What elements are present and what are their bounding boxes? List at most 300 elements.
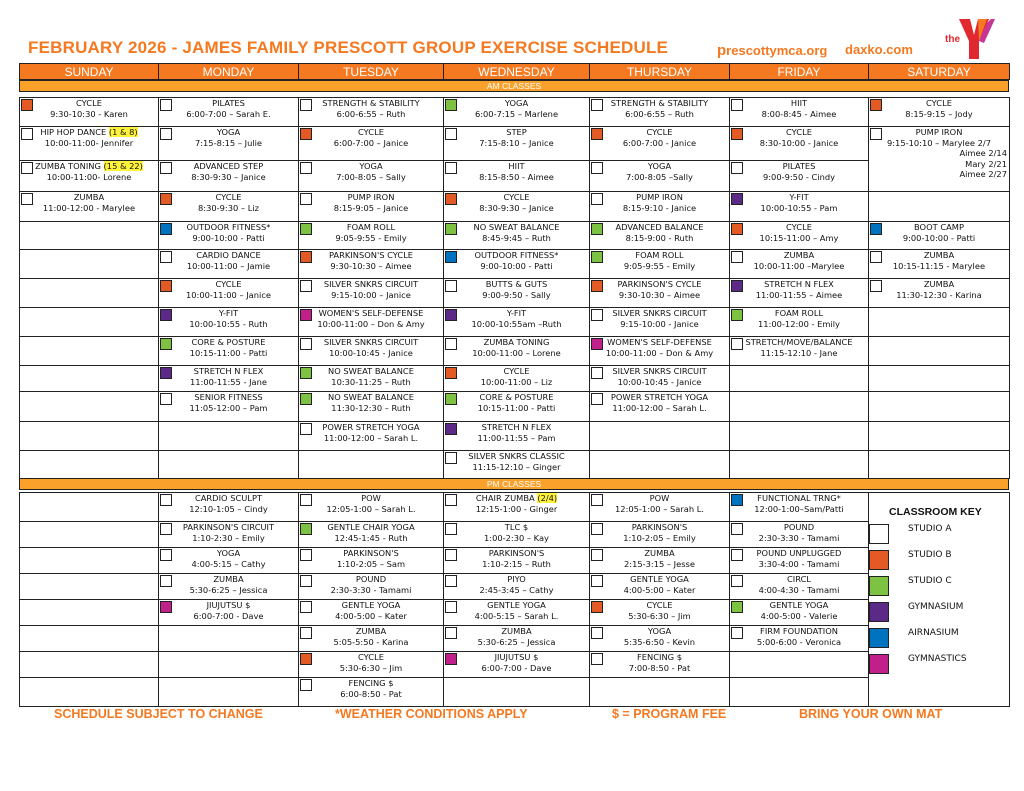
key-row-gymnastics [868, 651, 1009, 677]
class-info [301, 222, 441, 243]
class-name: STRETCH N FLEX [193, 366, 264, 376]
class-name: YOGA [216, 127, 241, 137]
class-cell-fri[interactable] [729, 599, 869, 626]
class-cell-thu[interactable] [589, 336, 730, 366]
class-name: GENTLE YOGA [341, 600, 401, 610]
class-cell-mon [158, 677, 299, 707]
class-cell-sun [19, 249, 159, 279]
class-extra-instructor: Mary 2/21 [965, 158, 1007, 169]
class-cell-thu[interactable] [589, 599, 730, 626]
class-cell-fri[interactable] [729, 191, 869, 222]
class-cell-wed[interactable] [443, 249, 590, 279]
class-info [161, 161, 296, 182]
class-cell-fri[interactable] [729, 521, 869, 548]
class-name: PILATES [212, 98, 245, 108]
class-time: 2:45-3:45 – Cathy [479, 584, 554, 595]
class-name: POW [361, 493, 381, 503]
class-cell-mon [158, 651, 299, 678]
class-cell-thu[interactable] [589, 521, 730, 548]
class-cell-tue[interactable] [298, 677, 444, 707]
class-time: 11:05-12:00 – Pam [189, 402, 268, 413]
key-color-square [869, 654, 889, 674]
class-cell-tue[interactable] [298, 573, 444, 600]
class-info [161, 308, 296, 329]
class-cell-sun [19, 492, 159, 522]
class-cell-wed [443, 677, 590, 707]
class-info [446, 548, 587, 569]
class-cell-sat [868, 391, 1010, 422]
class-name: NO SWEAT BALANCE [328, 392, 414, 402]
class-time: 10:00-11:00 –Marylee [753, 260, 845, 271]
class-name: BUTTS & GUTS [485, 279, 548, 289]
day-header-tuesday: TUESDAY [298, 63, 444, 80]
class-name: Y-FIT [506, 308, 527, 318]
class-time: 3:30-4:00 - Tamami [758, 558, 840, 569]
class-info [732, 548, 866, 569]
footer-schedule-change: SCHEDULE SUBJECT TO CHANGE [54, 707, 263, 721]
class-cell-thu[interactable] [589, 365, 730, 392]
class-info [732, 250, 866, 271]
class-cell-tue[interactable] [298, 547, 444, 574]
class-time: 10:00-10:45 - Janice [617, 376, 702, 387]
class-name: PARKINSON'S [488, 548, 545, 558]
class-cell-sat[interactable] [868, 221, 1010, 250]
class-cell-mon[interactable] [158, 97, 299, 127]
class-info [22, 161, 156, 182]
class-info [301, 493, 441, 514]
class-info [161, 127, 296, 148]
class-cell-sun[interactable] [19, 126, 159, 161]
class-info [592, 161, 727, 182]
class-time: 8:45-9:45 – Ruth [482, 232, 551, 243]
class-name: PUMP IRON [915, 127, 963, 137]
class-cell-wed[interactable] [443, 547, 590, 574]
class-cell-sun [19, 651, 159, 678]
class-time: 8:30-10:00 - Janice [759, 137, 839, 148]
class-name: SILVER SNKRS CIRCUIT [612, 308, 707, 318]
class-cell-tue[interactable] [298, 160, 444, 192]
class-cell-sun [19, 677, 159, 707]
class-name: CYCLE [215, 279, 242, 289]
class-time: 9:00-9:50 - Sally [482, 289, 551, 300]
class-time: 12:05-1:00 – Sarah L. [326, 503, 416, 514]
class-name: YOGA [216, 548, 241, 558]
class-name: CYCLE [926, 98, 952, 108]
class-cell-tue[interactable] [298, 278, 444, 308]
daxko-url[interactable]: daxko.com [845, 42, 913, 57]
class-cell-fri[interactable] [729, 97, 869, 127]
class-cell-tue[interactable] [298, 307, 444, 337]
class-info [161, 392, 296, 413]
class-name: CYCLE [646, 600, 673, 610]
key-color-square [869, 602, 889, 622]
class-cell-fri [729, 391, 869, 422]
class-name: ADVANCED BALANCE [615, 222, 704, 232]
class-name: TLC $ [504, 522, 529, 532]
class-time: 11:30-12:30 – Ruth [331, 402, 411, 413]
class-name: ZUMBA [213, 574, 244, 584]
class-name: STRETCH N FLEX [764, 279, 834, 289]
class-cell-wed[interactable] [443, 521, 590, 548]
class-time: 11:15-12:10 – Ginger [472, 461, 561, 472]
class-info [871, 222, 1007, 243]
class-name: FUNCTIONAL TRNG* [757, 493, 841, 503]
class-cell-fri[interactable] [729, 126, 869, 161]
class-cell-mon[interactable] [158, 191, 299, 222]
class-time: 10:15-11:15 - Marylee [892, 260, 986, 271]
class-time: 2:30-3:30 - Tamami [758, 532, 840, 543]
class-cell-mon[interactable] [158, 521, 299, 548]
class-cell-fri[interactable] [729, 492, 869, 522]
class-cell-mon [158, 450, 299, 479]
class-cell-mon[interactable] [158, 391, 299, 422]
class-info [732, 192, 866, 213]
class-cell-mon[interactable] [158, 365, 299, 392]
class-info [592, 522, 727, 543]
class-time: 10:00-11:00 – Don & Amy [605, 347, 714, 358]
class-cell-tue[interactable] [298, 421, 444, 451]
class-info [871, 98, 1007, 119]
class-time: 8:15-9:00 - Ruth [625, 232, 694, 243]
class-cell-tue[interactable] [298, 97, 444, 127]
class-time: 11:00-12:00 - Marylee [42, 202, 136, 213]
class-cell-wed[interactable] [443, 97, 590, 127]
class-time: 10:00-11:00- Jennifer [44, 137, 134, 148]
class-time: 5:35-6:50 - Kevin [623, 636, 696, 647]
class-cell-sun [19, 221, 159, 250]
class-cell-thu[interactable] [589, 391, 730, 422]
key-row-gymnasium [868, 599, 1009, 625]
class-name: CYCLE [786, 127, 812, 137]
class-name: PIYO [507, 574, 526, 584]
class-name: ZUMBA [644, 548, 675, 558]
class-info [161, 493, 296, 514]
class-cell-sun [19, 278, 159, 308]
class-name: SILVER SNKRS CIRCUIT [323, 337, 419, 347]
class-cell-tue[interactable] [298, 221, 444, 250]
class-name: POWER STRETCH YOGA [322, 422, 420, 432]
class-cell-sat [868, 307, 1010, 337]
class-time: 4:00-5:15 – Cathy [191, 558, 266, 569]
class-info [161, 548, 296, 569]
class-cell-fri[interactable] [729, 573, 869, 600]
class-time: 4:00-4:30 - Tamami [758, 584, 840, 595]
class-info [732, 308, 866, 329]
class-cell-thu[interactable] [589, 126, 730, 161]
class-cell-wed[interactable] [443, 126, 590, 161]
class-info [301, 192, 441, 213]
class-time: 11:15-12:10 - Jane [760, 347, 838, 358]
class-time: 9:30-10:30 - Karen [50, 108, 128, 119]
class-info [446, 279, 587, 300]
class-time: 9:00-9:50 - Cindy [762, 171, 836, 182]
class-cell-tue[interactable] [298, 249, 444, 279]
class-cell-wed[interactable] [443, 625, 590, 652]
class-cell-wed[interactable] [443, 307, 590, 337]
class-info [161, 250, 296, 271]
class-cell-tue[interactable] [298, 651, 444, 678]
class-time: 8:00-8:45 - Aimee [761, 108, 837, 119]
class-name: CYCLE [646, 127, 673, 137]
class-time: 1:10-2:15 – Ruth [482, 558, 551, 569]
class-cell-wed[interactable] [443, 391, 590, 422]
class-name: ZUMBA [355, 626, 387, 636]
class-name: CYCLE [786, 222, 812, 232]
class-cell-sat [868, 191, 1010, 222]
class-time: 10:00-11:00 – Liz [480, 376, 553, 387]
class-time: 8:30-9:30 – Liz [198, 202, 259, 213]
class-cell-thu[interactable] [589, 492, 730, 522]
class-extra-instructor: Aimee 2/27 [959, 169, 1007, 179]
class-cell-fri[interactable] [729, 336, 869, 366]
class-time: 8:15-9:05 – Janice [333, 202, 409, 213]
class-info [301, 279, 441, 300]
class-cell-sun[interactable] [19, 191, 159, 222]
class-cell-thu[interactable] [589, 307, 730, 337]
class-time: 9:15-10:10 – Marylee 2/7 [886, 137, 992, 148]
class-name: ZUMBA [783, 250, 815, 260]
class-info [592, 308, 727, 329]
class-time: 9:05-9:55 - Emily [335, 232, 407, 243]
class-time: 8:30-9:30 – Janice [479, 202, 554, 213]
class-info [161, 279, 296, 300]
class-time: 10:15-11:00 - Patti [189, 347, 268, 358]
class-info [592, 222, 727, 243]
class-cell-sun[interactable] [19, 160, 159, 192]
class-cell-wed[interactable] [443, 221, 590, 250]
class-time: 9:15-10:00 - Janice [620, 318, 699, 329]
class-name: POW [649, 493, 670, 503]
class-time: 6:00-7:00 - Dave [193, 610, 264, 621]
class-cell-fri [729, 651, 869, 678]
class-info [871, 250, 1007, 271]
key-row-studio-b [868, 547, 1009, 573]
class-time: 9:05-9:55 - Emily [623, 260, 696, 271]
class-info [446, 192, 587, 213]
class-cell-wed[interactable] [443, 651, 590, 678]
class-cell-mon[interactable] [158, 160, 299, 192]
class-cell-fri[interactable] [729, 278, 869, 308]
class-cell-sat[interactable] [868, 249, 1010, 279]
class-info [301, 161, 441, 182]
class-time: 6:00-7:15 – Marlene [474, 108, 559, 119]
class-cell-mon[interactable] [158, 221, 299, 250]
class-cell-tue[interactable] [298, 391, 444, 422]
class-info [301, 574, 441, 595]
key-label: AIRNASIUM [908, 628, 959, 638]
class-name: ZUMBA [73, 192, 105, 202]
class-info [446, 574, 587, 595]
class-name: FOAM ROLL [635, 250, 684, 260]
class-cell-fri [729, 365, 869, 392]
class-info [446, 626, 587, 647]
class-time: 10:00-10:55am –Ruth [471, 318, 562, 329]
class-info [301, 600, 441, 621]
class-name: CARDIO DANCE [196, 250, 261, 260]
class-cell-wed[interactable] [443, 492, 590, 522]
class-time: 7:00-8:50 - Pat [628, 662, 691, 673]
class-cell-wed[interactable] [443, 191, 590, 222]
class-cell-fri[interactable] [729, 307, 869, 337]
class-cell-fri[interactable] [729, 625, 869, 652]
class-time: 6:00-7:00 - Dave [481, 662, 552, 673]
class-info [592, 392, 727, 413]
class-cell-tue[interactable] [298, 625, 444, 652]
class-name: PARKINSON'S [631, 522, 688, 532]
class-time: 12:45-1:45 - Ruth [334, 532, 408, 543]
class-time: 1:00-2:30 – Kay [484, 532, 549, 543]
class-cell-tue[interactable] [298, 191, 444, 222]
class-cell-tue[interactable] [298, 521, 444, 548]
class-cell-wed[interactable] [443, 450, 590, 479]
class-name: STRETCH N FLEX [481, 422, 552, 432]
class-cell-mon[interactable] [158, 547, 299, 574]
class-name: CORE & POSTURE [191, 337, 266, 347]
class-cell-wed[interactable] [443, 336, 590, 366]
class-cell-wed[interactable] [443, 573, 590, 600]
class-name: FIRM FOUNDATION [760, 626, 838, 636]
class-info [22, 127, 156, 148]
class-name: HIIT [790, 98, 808, 108]
class-time: 1:10-2:05 – Sam [336, 558, 406, 569]
class-cell-sun [19, 573, 159, 600]
class-name: STRENGTH & STABILITY [322, 98, 420, 108]
class-time: 12:15-1:00 - Ginger [475, 503, 558, 514]
class-cell-sun[interactable] [19, 97, 159, 127]
class-cell-wed[interactable] [443, 278, 590, 308]
class-time: 12:05-1:00 – Sarah L. [615, 503, 704, 514]
class-info [732, 222, 866, 243]
class-cell-wed[interactable] [443, 160, 590, 192]
class-info [446, 451, 587, 472]
class-cell-mon[interactable] [158, 307, 299, 337]
class-cell-thu[interactable] [589, 97, 730, 127]
class-name [22, 161, 156, 172]
class-name: YOGA [647, 161, 672, 171]
class-cell-fri [729, 421, 869, 451]
key-label: STUDIO A [908, 524, 952, 534]
class-cell-mon[interactable] [158, 126, 299, 161]
class-cell-thu[interactable] [589, 625, 730, 652]
class-info [446, 161, 587, 182]
class-cell-wed[interactable] [443, 365, 590, 392]
class-cell-mon[interactable] [158, 336, 299, 366]
key-row-studio-c [868, 573, 1009, 599]
class-name-part: ZUMBA TONING [35, 161, 104, 171]
class-cell-thu[interactable] [589, 573, 730, 600]
class-cell-wed[interactable] [443, 599, 590, 626]
class-time: 12:00-1:00–Sam/Patti [754, 503, 844, 514]
class-name: PUMP IRON [347, 192, 395, 202]
class-info [732, 161, 866, 182]
class-cell-thu [589, 450, 730, 479]
day-header-friday: FRIDAY [729, 63, 869, 80]
class-cell-wed[interactable] [443, 421, 590, 451]
class-info [301, 337, 441, 358]
class-info [732, 98, 866, 119]
class-cell-mon[interactable] [158, 278, 299, 308]
class-cell-thu[interactable] [589, 249, 730, 279]
key-label: STUDIO B [908, 550, 952, 560]
class-info [446, 600, 587, 621]
class-cell-tue[interactable] [298, 336, 444, 366]
class-cell-thu[interactable] [589, 191, 730, 222]
class-info [161, 98, 296, 119]
logo-the-text: the [945, 34, 960, 45]
class-time: 6:00-6:55 – Ruth [625, 108, 694, 119]
class-cell-sat[interactable] [868, 278, 1010, 308]
class-name [446, 493, 587, 504]
class-name: PARKINSON'S CYCLE [328, 250, 414, 260]
footer-program-fee: $ = PROGRAM FEE [612, 707, 727, 721]
class-info [301, 250, 441, 271]
class-name: CIRCL [786, 574, 811, 584]
class-info [446, 493, 587, 514]
class-cell-tue[interactable] [298, 599, 444, 626]
class-cell-thu[interactable] [589, 547, 730, 574]
class-cell-tue[interactable] [298, 492, 444, 522]
class-cell-mon[interactable] [158, 573, 299, 600]
class-name: PARKINSON'S [343, 548, 399, 558]
key-color-square [869, 524, 889, 544]
class-cell-fri[interactable] [729, 160, 869, 192]
class-cell-fri[interactable] [729, 221, 869, 250]
class-name: GENTLE YOGA [769, 600, 829, 610]
class-time: 2:30-3:30 - Tamami [330, 584, 412, 595]
class-time: 5:30-6:30 – Jim [339, 662, 403, 673]
class-info [161, 522, 296, 543]
class-info [161, 600, 296, 621]
class-cell-fri[interactable] [729, 249, 869, 279]
key-row-airnasium [868, 625, 1009, 651]
class-cell-thu[interactable] [589, 278, 730, 308]
class-time: 8:15-9:10 - Janice [622, 202, 697, 213]
class-name: STRETCH/MOVE/BALANCE [745, 337, 853, 347]
class-cell-mon[interactable] [158, 249, 299, 279]
class-cell-sun [19, 450, 159, 479]
class-time: 7:00-8:05 – Sally [336, 171, 406, 182]
class-cell-sat[interactable] [868, 126, 1010, 192]
class-info [732, 600, 866, 621]
class-cell-thu[interactable] [589, 651, 730, 678]
class-cell-sat[interactable] [868, 97, 1010, 127]
class-cell-sun [19, 336, 159, 366]
ymca-url-rest: rescottymca.org [726, 43, 828, 58]
class-name: CYCLE [358, 127, 384, 137]
class-name: OUTDOOR FITNESS* [474, 250, 559, 260]
class-cell-mon[interactable] [158, 599, 299, 626]
class-cell-fri[interactable] [729, 547, 869, 574]
footer-weather: *WEATHER CONDITIONS APPLY [335, 707, 528, 721]
class-cell-mon [158, 421, 299, 451]
class-info [161, 574, 296, 595]
class-cell-tue[interactable] [298, 126, 444, 161]
class-info [301, 127, 441, 148]
day-header-wednesday: WEDNESDAY [443, 63, 590, 80]
class-cell-mon[interactable] [158, 492, 299, 522]
class-time: 12:10-1:05 – Cindy [189, 503, 268, 514]
class-cell-thu[interactable] [589, 221, 730, 250]
class-time: 4:00-5:00 – Kater [335, 610, 407, 621]
class-cell-sat [868, 365, 1010, 392]
class-cell-tue[interactable] [298, 365, 444, 392]
class-cell-thu[interactable] [589, 160, 730, 192]
class-info [592, 652, 727, 673]
am-classes-band: AM CLASSES [19, 80, 1009, 92]
class-info [446, 127, 587, 148]
class-cell-sun [19, 521, 159, 548]
key-color-square [869, 550, 889, 570]
